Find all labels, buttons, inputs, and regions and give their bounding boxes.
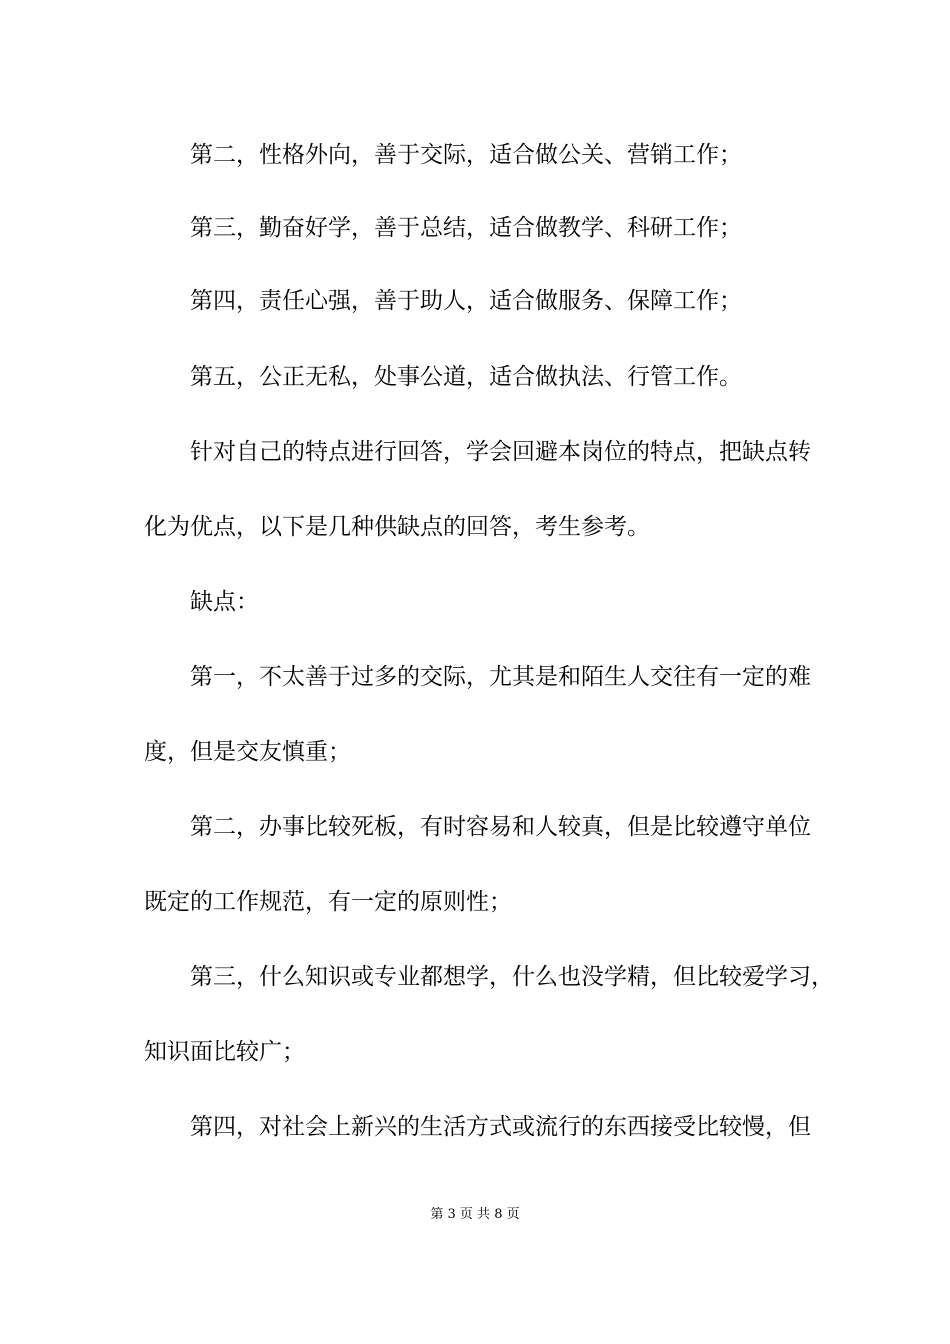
section-heading: 缺点： xyxy=(190,589,259,615)
paragraph-line: 第二，办事比较死板，有时容易和人较真，但是比较遵守单位 xyxy=(190,814,811,840)
paragraph-line: 第三，勤奋好学，善于总结，适合做教学、科研工作； xyxy=(190,215,742,241)
paragraph-line: 第二，性格外向，善于交际，适合做公关、营销工作； xyxy=(190,142,742,168)
paragraph-line: 第五，公正无私，处事公道，适合做执法、行管工作。 xyxy=(190,364,742,390)
page-footer xyxy=(0,1206,950,1224)
paragraph-line: 第四，对社会上新兴的生活方式或流行的东西接受比较慢，但 xyxy=(190,1114,811,1140)
paragraph-line: 针对自己的特点进行回答，学会回避本岗位的特点，把缺点转 xyxy=(190,439,811,465)
paragraph-line: 度，但是交友慎重； xyxy=(144,739,351,765)
page-number-label: 第 3 页 共 8 页 xyxy=(430,1207,520,1222)
paragraph-line: 第一，不太善于过多的交际，尤其是和陌生人交往有一定的难 xyxy=(190,664,811,690)
paragraph-line: 既定的工作规范，有一定的原则性； xyxy=(144,889,512,915)
paragraph-line: 知识面比较广； xyxy=(144,1039,305,1065)
paragraph-line: 化为优点，以下是几种供缺点的回答，考生参考。 xyxy=(144,514,650,540)
paragraph-line: 第四，责任心强，善于助人，适合做服务、保障工作； xyxy=(190,288,742,314)
paragraph-line: 第三，什么知识或专业都想学，什么也没学精，但比较爱学习， xyxy=(190,964,834,990)
